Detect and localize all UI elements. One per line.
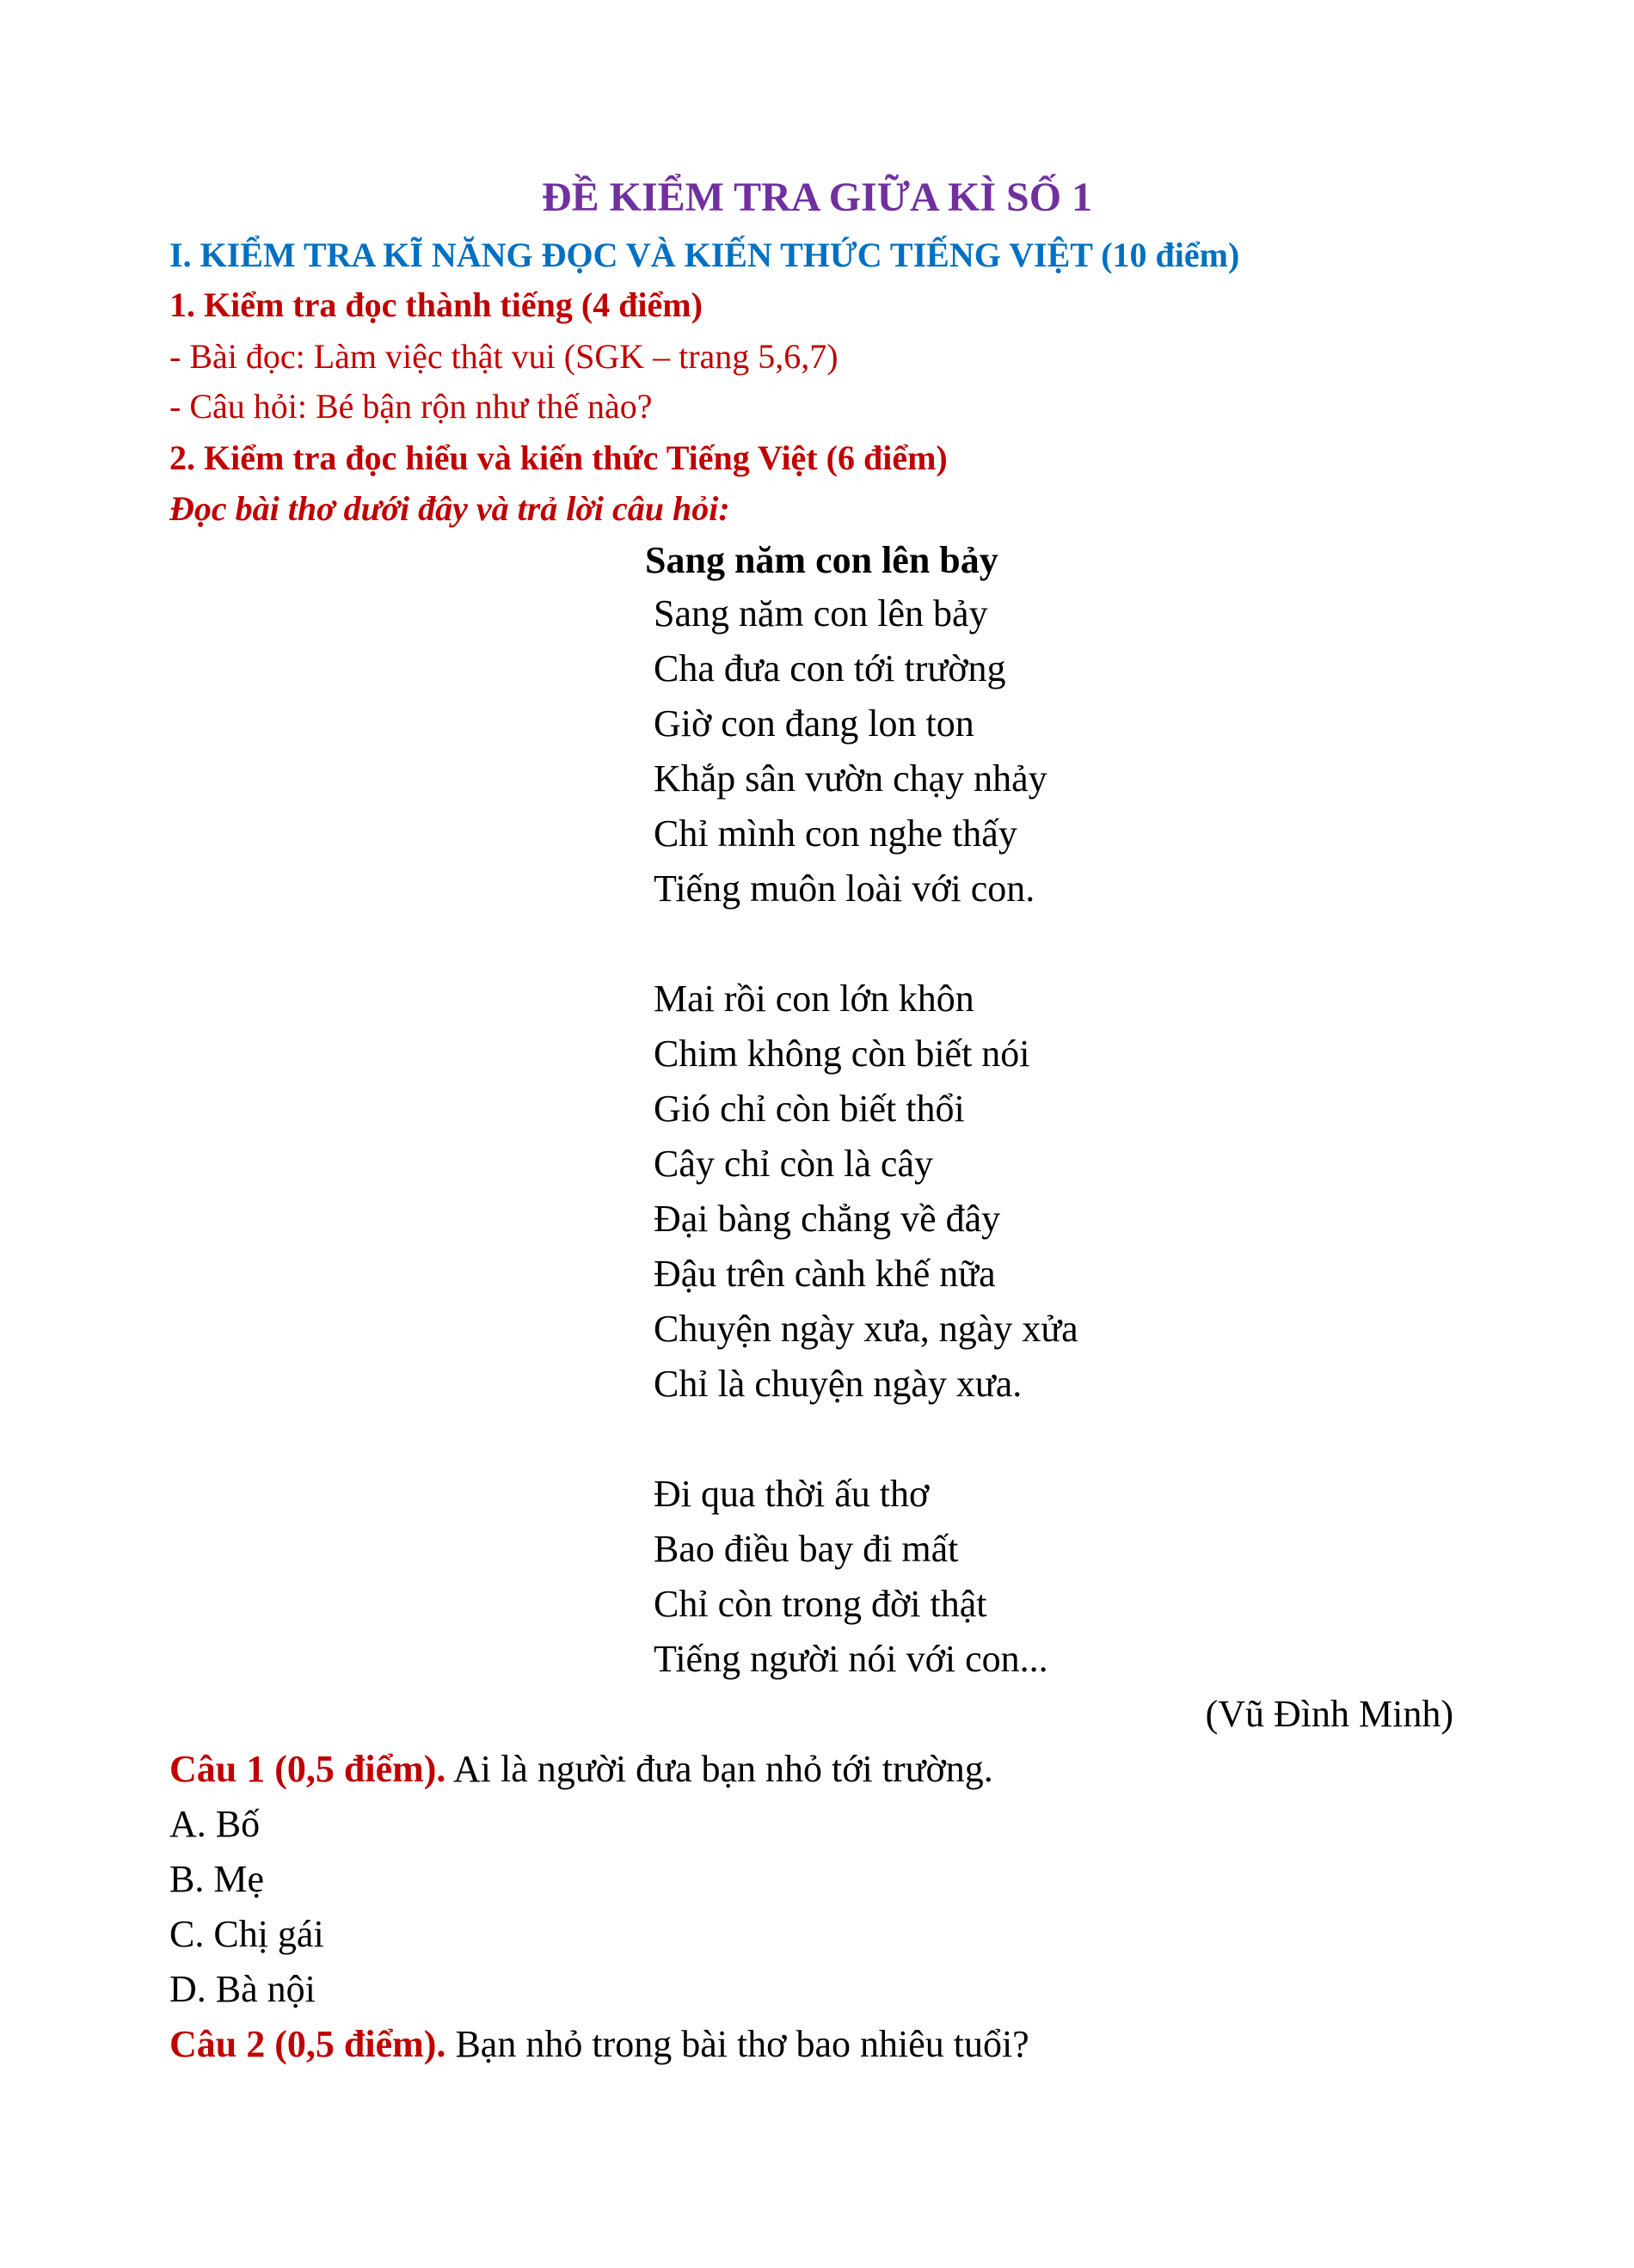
poem-line: Đại bàng chẳng về đây [654,1198,1001,1240]
poem-line: Chỉ là chuyện ngày xưa. [654,1363,1023,1405]
poem-line: Tiếng muôn loài với con. [654,867,1035,910]
part1-question: - Câu hỏi: Bé bận rộn như thế nào? [169,387,653,426]
poem-line: Chỉ còn trong đời thật [654,1583,987,1625]
poem-line: Sang năm con lên bảy [654,592,988,634]
poem-line: Chuyện ngày xưa, ngày xửa [654,1308,1078,1350]
poem-line: Bao điều bay đi mất [654,1528,959,1570]
poem-line: Cây chỉ còn là cây [654,1143,933,1185]
poem-line: Gió chỉ còn biết thổi [654,1088,965,1130]
section-heading: I. KIỂM TRA KĨ NĂNG ĐỌC VÀ KIẾN THỨC TIẾNG VIỆT (10 điểm) [169,236,1240,274]
question-2 [169,2023,1029,2065]
question-1-text: Ai là người đưa bạn nhỏ tới trường. [445,1748,993,1790]
poem-line: Đậu trên cành khế nữa [654,1253,996,1295]
exam-title: ĐỀ KIỂM TRA GIỮA KÌ SỐ 1 [541,175,1093,220]
poem-line: Chim không còn biết nói [654,1033,1030,1075]
poem-line: Khắp sân vườn chạy nhảy [654,757,1047,800]
question-1 [169,1750,993,1788]
part1-heading: 1. Kiểm tra đọc thành tiếng (4 điểm) [169,285,703,324]
poem-line: Giờ con đang lon ton [654,702,974,745]
part1-reading: - Bài đọc: Làm việc thật vui (SGK – trang 5,6,7) [169,337,838,376]
poem-line: Tiếng người nói với con... [654,1638,1048,1680]
question-1-option-c: C. Chị gái [169,1913,324,1955]
part2-instruction: Đọc bài thơ dưới đây và trả lời câu hỏi: [169,489,730,528]
question-1-option-a: A. Bố [169,1803,261,1845]
poem-title: Sang năm con lên bảy [645,539,998,581]
question-2-text: Bạn nhỏ trong bài thơ bao nhiêu tuổi? [445,2023,1029,2065]
poem-line: Mai rồi con lớn khôn [654,978,974,1020]
poem-line: Cha đưa con tới trường [654,647,1006,690]
question-1-label: Câu 1 (0,5 điểm). [169,1748,446,1790]
question-1-option-b: B. Mẹ [169,1858,264,1900]
question-1-option-d: D. Bà nội [169,1968,316,2010]
poem-author: (Vũ Đình Minh) [1205,1693,1453,1735]
poem-line: Chỉ mình con nghe thấy [654,812,1017,855]
question-2-label: Câu 2 (0,5 điểm). [169,2023,446,2065]
part2-heading: 2. Kiểm tra đọc hiểu và kiến thức Tiếng Việt (6 điểm) [169,438,948,477]
poem-line: Đi qua thời ấu thơ [654,1473,930,1515]
